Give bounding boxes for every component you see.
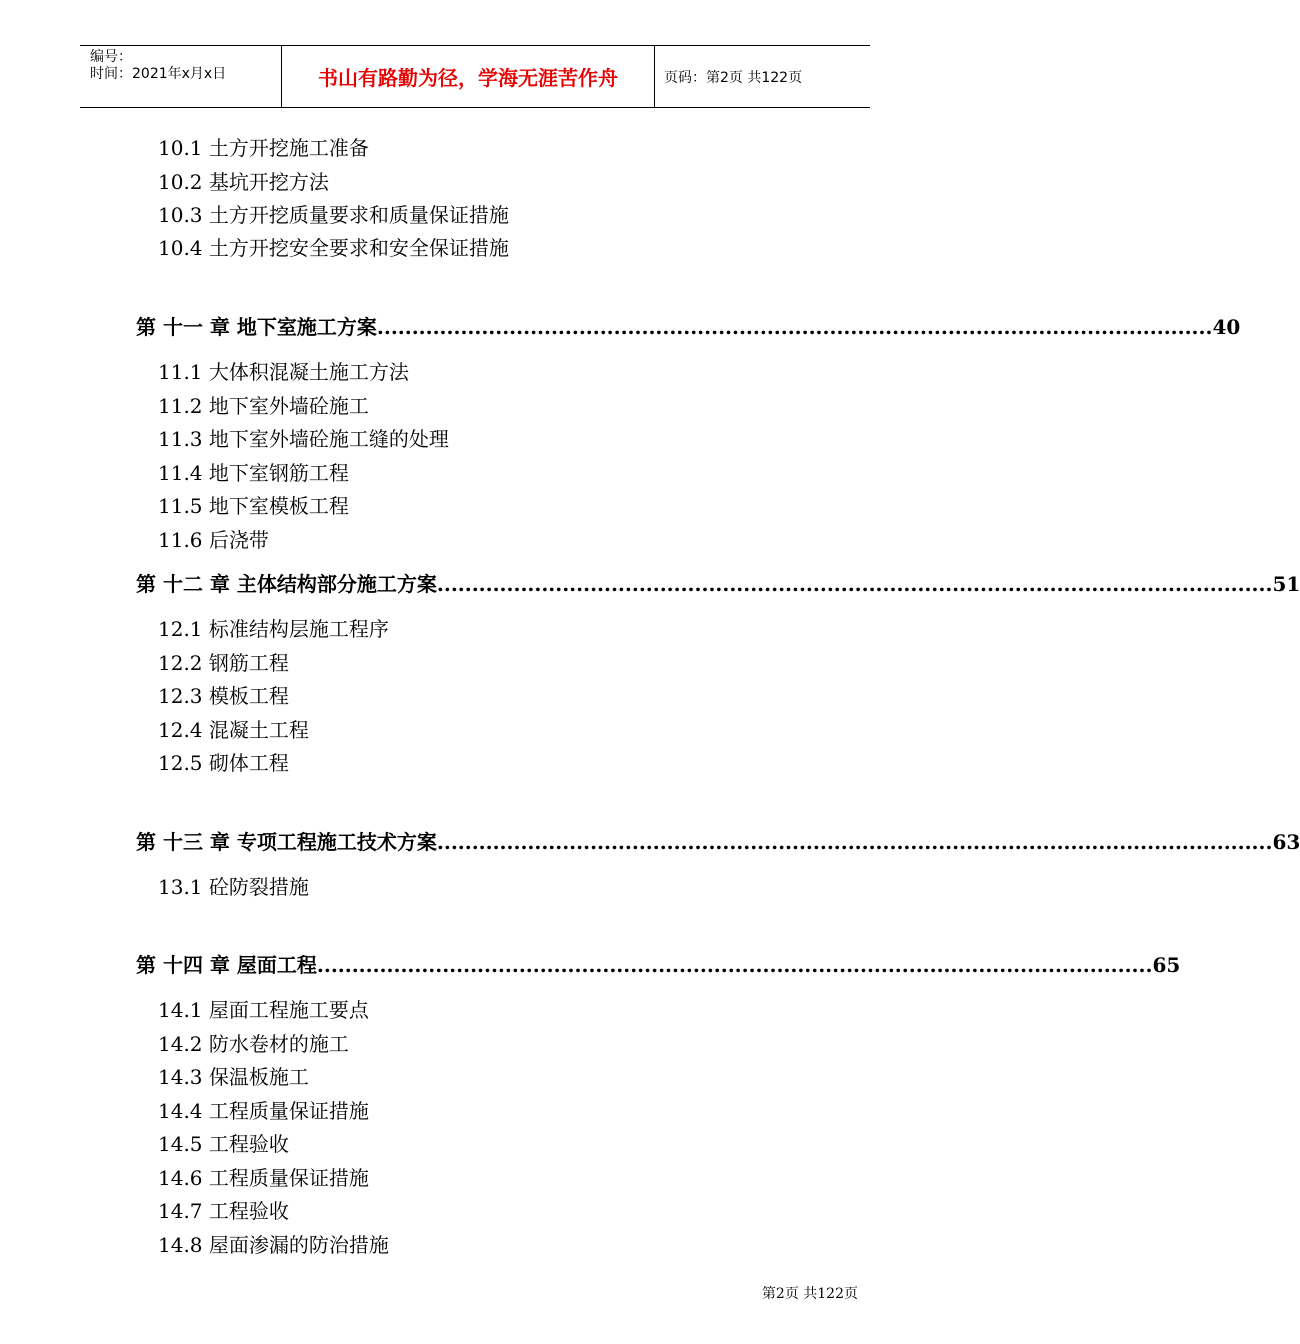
toc-chapter-13[interactable]	[136, 830, 1300, 854]
header-page-info: 页码：第2页 共122页	[664, 69, 803, 86]
toc-item[interactable]: 12.4 混凝土工程	[158, 718, 309, 742]
header-motto: 书山有路勤为径，学海无涯苦作舟	[282, 46, 655, 107]
header-info-cell	[80, 46, 282, 107]
header-code-label: 编号：	[90, 49, 132, 65]
toc-item[interactable]: 12.1 标准结构层施工程序	[158, 617, 389, 641]
toc-chapter-14[interactable]	[136, 953, 1181, 977]
chapter-title: 第 十二 章 主体结构部分施工方案	[136, 572, 437, 596]
chapter-page: 51	[1272, 572, 1300, 596]
page-header	[80, 45, 870, 108]
toc-item[interactable]: 11.3 地下室外墙砼施工缝的处理	[158, 427, 449, 451]
toc-item[interactable]: 11.1 大体积混凝土施工方法	[158, 360, 409, 384]
leader-dots: ........................................................................................................................	[436, 572, 1273, 596]
chapter-page: 63	[1272, 830, 1300, 854]
leader-dots: ........................................................................................................................	[436, 830, 1273, 854]
toc-item[interactable]: 13.1 砼防裂措施	[158, 875, 309, 899]
chapter-page: 65	[1152, 953, 1181, 977]
toc-item[interactable]: 10.2 基坑开挖方法	[158, 170, 329, 194]
chapter-title: 第 十三 章 专项工程施工技术方案	[136, 830, 437, 854]
toc-item[interactable]: 10.1 土方开挖施工准备	[158, 136, 369, 160]
toc-item[interactable]: 12.5 砌体工程	[158, 751, 289, 775]
toc-item[interactable]: 14.7 工程验收	[158, 1199, 289, 1223]
toc-chapter-11[interactable]	[136, 315, 1241, 339]
toc-item[interactable]: 14.8 屋面渗漏的防治措施	[158, 1233, 389, 1257]
toc-item[interactable]: 14.3 保温板施工	[158, 1065, 309, 1089]
toc-item[interactable]: 12.2 钢筋工程	[158, 651, 289, 675]
leader-dots: ........................................................................................................................	[376, 315, 1213, 339]
toc-item[interactable]: 11.6 后浇带	[158, 528, 269, 552]
toc-item[interactable]: 14.4 工程质量保证措施	[158, 1099, 369, 1123]
toc-item[interactable]: 14.6 工程质量保证措施	[158, 1166, 369, 1190]
chapter-title: 第 十一 章 地下室施工方案	[136, 315, 377, 339]
leader-dots: ........................................................................................................................	[316, 953, 1153, 977]
toc-item[interactable]: 11.4 地下室钢筋工程	[158, 461, 349, 485]
toc-item[interactable]: 11.2 地下室外墙砼施工	[158, 394, 369, 418]
page-footer: 第2页 共122页	[761, 1286, 858, 1302]
header-time-label: 时间：2021年x月x日	[90, 66, 227, 82]
toc-item[interactable]: 14.2 防水卷材的施工	[158, 1032, 349, 1056]
toc-chapter-12[interactable]	[136, 572, 1300, 596]
chapter-page: 40	[1212, 315, 1241, 339]
toc-item[interactable]: 10.4 土方开挖安全要求和安全保证措施	[158, 236, 509, 260]
toc-item[interactable]: 11.5 地下室模板工程	[158, 494, 349, 518]
toc-item[interactable]: 14.1 屋面工程施工要点	[158, 998, 369, 1022]
toc-item[interactable]: 14.5 工程验收	[158, 1132, 289, 1156]
toc-item[interactable]: 10.3 土方开挖质量要求和质量保证措施	[158, 203, 509, 227]
toc-item[interactable]: 12.3 模板工程	[158, 684, 289, 708]
chapter-title: 第 十四 章 屋面工程	[136, 953, 317, 977]
